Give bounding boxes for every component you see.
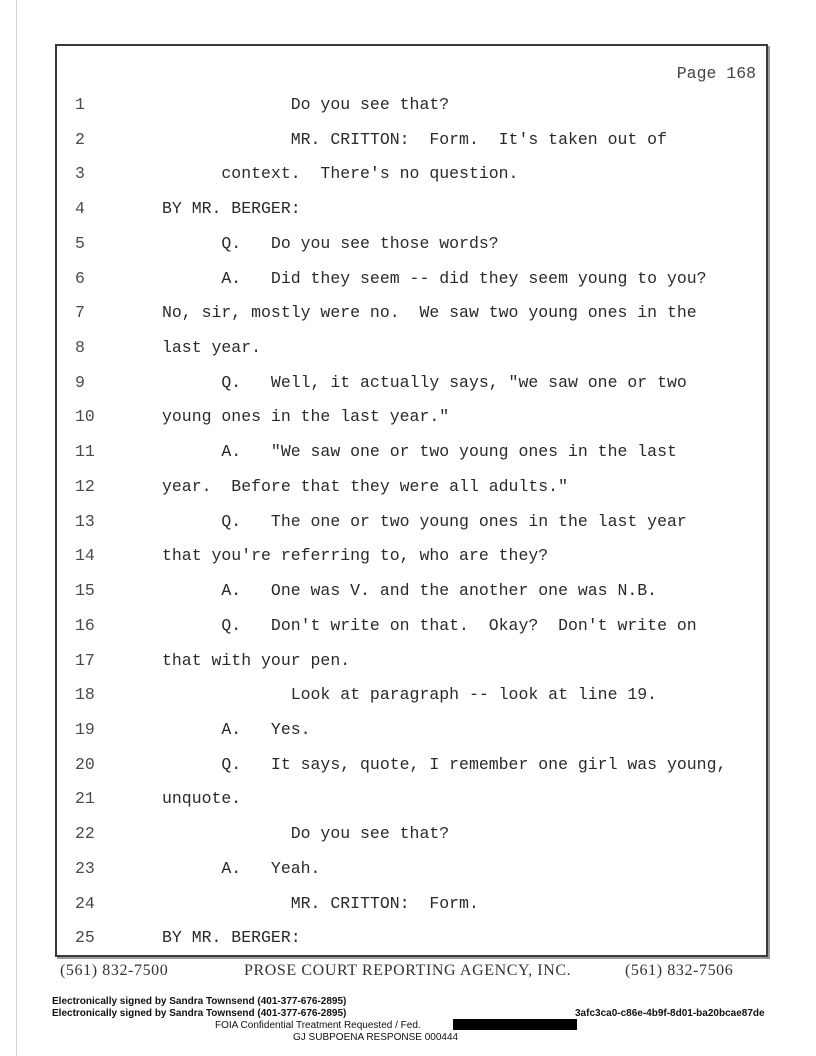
transcript-line: [57, 474, 766, 509]
footer-phone-right: (561) 832-7506: [625, 962, 734, 979]
transcript-line: [57, 509, 766, 544]
transcript-line: [57, 786, 766, 821]
redaction-box: [453, 1019, 577, 1030]
transcript-line: [57, 578, 766, 613]
transcript-frame: [55, 44, 768, 957]
line-text: Q. Don't write on that. Okay? Don't write on: [162, 615, 697, 635]
line-text: Q. Well, it actually says, "we saw one or two: [162, 372, 687, 392]
line-number: 20: [75, 754, 95, 774]
transcript-line: [57, 300, 766, 335]
line-text: A. Did they seem -- did they seem young to you?: [162, 268, 707, 288]
transcript-line: [57, 335, 766, 370]
transcript-line: [57, 613, 766, 648]
line-text: that you're referring to, who are they?: [162, 546, 549, 566]
line-text: Q. The one or two young ones in the last year: [162, 511, 687, 531]
line-text: A. Yes.: [162, 719, 311, 739]
footer-phone-left: (561) 832-7500: [60, 962, 169, 979]
signature-line-2: Electronically signed by Sandra Townsend (401-377-676-2895): [52, 1008, 347, 1019]
subpoena-stamp: GJ SUBPOENA RESPONSE 000444: [293, 1032, 459, 1043]
line-number: 2: [75, 129, 85, 149]
line-text: unquote.: [162, 789, 242, 809]
line-text: Do you see that?: [162, 824, 450, 844]
line-text: BY MR. BERGER:: [162, 199, 301, 219]
line-text: last year.: [162, 338, 262, 358]
line-text: context. There's no question.: [162, 164, 519, 184]
line-text: year. Before that they were all adults.": [162, 476, 568, 496]
transcript-line: [57, 752, 766, 787]
line-number: 14: [75, 546, 95, 566]
line-text: Look at paragraph -- look at line 19.: [162, 685, 658, 705]
transcript-line: [57, 161, 766, 196]
transcript-line: [57, 231, 766, 266]
line-number: 9: [75, 372, 85, 392]
line-number: 16: [75, 615, 95, 635]
line-number: 13: [75, 511, 95, 531]
transcript-line: [57, 717, 766, 752]
line-text: A. One was V. and the another one was N.B.: [162, 581, 658, 601]
line-number: 19: [75, 719, 95, 739]
transcript-line: [57, 821, 766, 856]
transcript-line: [57, 891, 766, 926]
line-text: A. "We saw one or two young ones in the last: [162, 442, 677, 462]
transcript-line: [57, 370, 766, 405]
line-number: 7: [75, 303, 85, 323]
document-hash: 3afc3ca0-c86e-4b9f-8d01-ba20bcae87de: [575, 1008, 765, 1019]
line-number: 21: [75, 789, 95, 809]
line-text: Do you see that?: [162, 95, 450, 114]
line-number: 23: [75, 858, 95, 878]
line-number: 11: [75, 442, 95, 462]
line-number: 8: [75, 338, 85, 358]
transcript-line: [57, 196, 766, 231]
transcript-lines: [57, 92, 766, 960]
line-number: 25: [75, 928, 95, 948]
line-text: No, sir, mostly were no. We saw two young ones in the: [162, 303, 697, 323]
transcript-line: [57, 404, 766, 439]
transcript-line: [57, 92, 766, 127]
line-text: MR. CRITTON: Form. It's taken out of: [162, 129, 667, 149]
transcript-line: [57, 648, 766, 683]
transcript-line: [57, 127, 766, 162]
foia-notice: FOIA Confidential Treatment Requested / Fed.: [215, 1020, 421, 1031]
line-number: 5: [75, 233, 85, 253]
line-text: young ones in the last year.": [162, 407, 450, 427]
transcript-line: [57, 439, 766, 474]
line-text: A. Yeah.: [162, 858, 321, 878]
line-number: 3: [75, 164, 85, 184]
page-edge-line: [16, 0, 17, 1056]
line-number: 18: [75, 685, 95, 705]
line-number: 22: [75, 824, 95, 844]
signature-line-1: Electronically signed by Sandra Townsend (401-377-676-2895): [52, 996, 347, 1007]
transcript-line: [57, 543, 766, 578]
line-number: 12: [75, 476, 95, 496]
transcript-line: [57, 266, 766, 301]
line-number: 17: [75, 650, 95, 670]
line-number: 6: [75, 268, 85, 288]
footer-agency: PROSE COURT REPORTING AGENCY, INC.: [244, 962, 572, 979]
page-number: Page 168: [676, 64, 756, 83]
transcript-line: [57, 925, 766, 960]
line-text: BY MR. BERGER:: [162, 928, 301, 948]
line-text: that with your pen.: [162, 650, 351, 670]
line-number: 1: [75, 95, 85, 114]
line-text: MR. CRITTON: Form.: [162, 893, 479, 913]
line-number: 24: [75, 893, 95, 913]
transcript-line: [57, 682, 766, 717]
transcript-line: [57, 856, 766, 891]
line-number: 15: [75, 581, 95, 601]
line-number: 4: [75, 199, 85, 219]
line-text: Q. Do you see those words?: [162, 233, 499, 253]
line-number: 10: [75, 407, 95, 427]
line-text: Q. It says, quote, I remember one girl was young,: [162, 754, 727, 774]
